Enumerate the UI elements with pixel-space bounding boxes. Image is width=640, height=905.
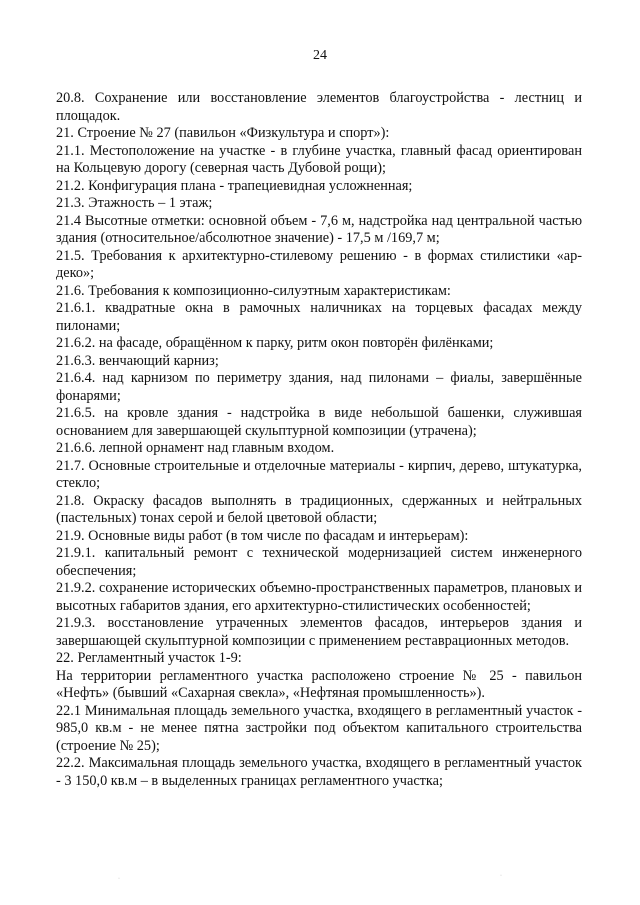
- paragraph-21-9-3: 21.9.3. восстановление утраченных элементов фасадов, интерьеров здания и завершающей скульптурной композиции с применением реставрационных методов.: [56, 615, 582, 649]
- paragraph-21-6: 21.6. Требования к композиционно-силуэтным характеристикам:: [56, 282, 451, 299]
- paragraph-21: 21. Строение № 27 (павильон «Физкультура и спорт»):: [56, 125, 390, 141]
- paragraph-21-3: 21.3. Этажность – 1 этаж;: [56, 195, 213, 211]
- paragraph-20-8: 20.8. Сохранение или восстановление элементов благоустройства - лестниц и площадок.: [56, 90, 582, 124]
- paragraph-22: 22. Регламентный участок 1-9:: [56, 650, 242, 666]
- paragraph-21-6-5: 21.6.5. на кровле здания - надстройка в виде небольшой башенки, служившая основанием для завершающей скульптурной композиции (утрачена);: [56, 405, 582, 439]
- paragraph-22-1: 22.1 Минимальная площадь земельного участка, входящего в регламентный участок - 985,0 кв.м - не менее пятна застройки под объектом капитального строительства (строение № 25);: [56, 702, 582, 754]
- paragraph-21-1: 21.1. Местоположение на участке - в глубине участка, главный фасад ориентирован на Кольцевую дорогу (северная часть Дубовой рощи);: [56, 142, 582, 176]
- paragraph-22-intro: На территории регламентного участка расположено строение № 25 - павильон «Нефть» (бывший «Сахарная свекла», «Нефтяная промышленность»).: [56, 667, 582, 701]
- paragraph-21-4: 21.4 Высотные отметки: основной объем - 7,6 м, надстройка над центральной частью здания (относительное/абсолютное значение) - 17,5 м /169,7 м;: [56, 212, 582, 246]
- page-number: 24: [313, 48, 327, 63]
- scan-speck: ·: [500, 873, 502, 879]
- paragraph-21-9-2: 21.9.2. сохранение исторических объемно-пространственных параметров, плановых и высотных габаритов здания, его архитектурно-стилистических особенностей;: [56, 580, 582, 614]
- paragraph-21-6-6: 21.6.6. лепной орнамент над главным входом.: [56, 440, 335, 456]
- paragraph-21-9: 21.9. Основные виды работ (в том числе по фасадам и интерьерам):: [56, 527, 469, 544]
- paragraph-22-2: 22.2. Максимальная площадь земельного участка, входящего в регламентный участок - 3 150,0 кв.м – в выделенных границах регламентного участка;: [56, 755, 582, 789]
- document-body: [56, 90, 582, 790]
- scan-speck: ·: [118, 876, 120, 882]
- paragraph-21-8: 21.8. Окраску фасадов выполнять в традиционных, сдержанных и нейтральных (пастельных) тонах серой и белой цветовой области;: [56, 492, 582, 526]
- paragraph-21-2: 21.2. Конфигурация плана - трапециевидная усложненная;: [56, 177, 413, 194]
- paragraph-21-9-1: 21.9.1. капитальный ремонт с технической модернизацией систем инженерного обеспечения;: [56, 545, 582, 579]
- paragraph-21-6-2: 21.6.2. на фасаде, обращённом к парку, ритм окон повторён филёнками;: [56, 335, 494, 351]
- paragraph-21-6-4: 21.6.4. над карнизом по периметру здания, над пилонами – фиалы, завершённые фонарями;: [56, 370, 582, 404]
- paragraph-21-5: 21.5. Требования к архитектурно-стилевому решению - в формах стилистики «ар-деко»;: [56, 247, 582, 281]
- paragraph-21-7: 21.7. Основные строительные и отделочные материалы - кирпич, дерево, штукатурка, стекло;: [56, 457, 582, 491]
- paragraph-21-6-1: 21.6.1. квадратные окна в рамочных наличниках на торцевых фасадах между пилонами;: [56, 300, 582, 334]
- paragraph-21-6-3: 21.6.3. венчающий карниз;: [56, 352, 219, 369]
